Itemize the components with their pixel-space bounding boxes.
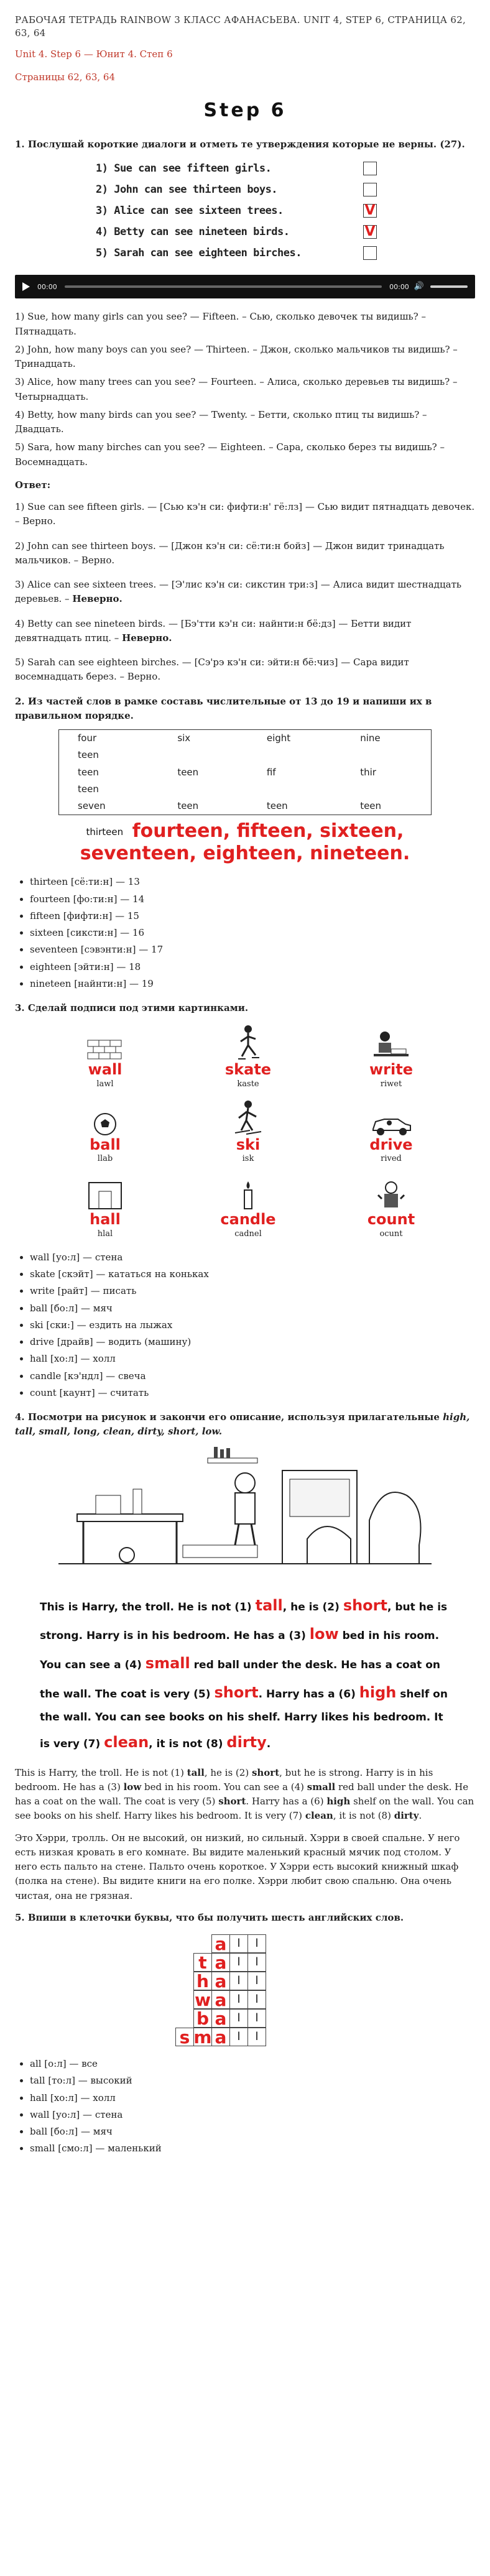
volume-icon[interactable]: 🔊 <box>414 282 424 292</box>
story-answer: small <box>145 1655 190 1673</box>
answer-verdict: Верно. <box>127 671 161 683</box>
list-item: • thirteen [сё:ти:н] — 13 <box>30 875 475 889</box>
grid-letter-l: l <box>247 1972 266 1990</box>
word-part: seven <box>78 800 106 811</box>
list-item: • all [о:л] — все <box>30 2057 475 2071</box>
grid-letter[interactable]: h <box>193 1972 212 1990</box>
ball-icon <box>46 1097 164 1137</box>
ex1-heading: 1. Послушай короткие диалоги и отметь те утверждения которые не верны. (27). <box>15 139 465 150</box>
ex5-word-list <box>15 2057 475 2156</box>
answer-line <box>15 500 475 529</box>
story-answer: dirty <box>226 1733 267 1751</box>
word-part: four <box>78 732 97 744</box>
list-item: • ball [бо:л] — мяч <box>30 1301 475 1316</box>
ex1-answers <box>15 500 475 685</box>
audio-time-total: 00:00 <box>389 282 409 291</box>
dialog-line: 1) Sue, how many girls can you see? — Fifteen. – Сью, сколько девочек ты видишь? – Пятнадцать. <box>15 311 426 337</box>
story-answer: low <box>309 1625 339 1643</box>
picture-answer: count <box>367 1211 415 1229</box>
ex2-lead-word: thirteen <box>86 826 124 838</box>
answer-text: 4) Betty can see nineteen birds. — [Бэ'тти кэ'н си: найнти:н бё:дз] — Бетти видит девятнадцать птиц. – <box>15 617 412 644</box>
picture-answer: ball <box>90 1135 121 1153</box>
picture-answer: ski <box>236 1135 261 1153</box>
ex1-row <box>96 242 475 264</box>
pages-line: Страницы 62, 63, 64 <box>15 72 116 83</box>
word-part: teen <box>177 766 199 778</box>
list-item: • eighteen [эйти:н] — 18 <box>30 960 475 974</box>
story-text: . <box>266 1737 271 1750</box>
word-part: teen <box>177 800 199 811</box>
grid-letter[interactable]: a <box>211 1953 230 1972</box>
ex1-checkbox[interactable] <box>363 183 377 196</box>
list-item: • wall [уо:л] — стена <box>30 1250 475 1265</box>
story-text: shelf on the wall. You can see books on his shelf. Harry likes his bedroom. It is very (7) <box>40 1687 448 1750</box>
word-part: nine <box>360 732 381 744</box>
picture-scrambled: riwet <box>380 1079 402 1089</box>
story-text: , he is (2) <box>282 1600 340 1613</box>
grid-letter[interactable]: a <box>211 1934 230 1953</box>
audio-seek-bar[interactable] <box>65 285 382 288</box>
word-part: teen <box>78 749 99 761</box>
word-part: teen <box>78 766 99 778</box>
ex1-statement: 1) Sue can see fifteen girls. <box>96 162 272 175</box>
picture-answer: wall <box>88 1061 122 1079</box>
list-item: • ball [бо:л] — мяч <box>30 2125 475 2139</box>
list-item: • fifteen [фифти:н] — 15 <box>30 909 475 923</box>
dialog-line: 2) John, how many boys can you see? — Thirteen. – Джон, сколько мальчиков ты видишь? – Тринадцать. <box>15 343 458 369</box>
page <box>15 0 475 2179</box>
picture-answer: skate <box>224 1061 272 1079</box>
story-answer: clean <box>104 1733 149 1751</box>
list-item: • candle [кэ'ндл] — свеча <box>30 1369 475 1383</box>
story-answer: high <box>359 1683 397 1701</box>
list-item: • wall [уо:л] — стена <box>30 2108 475 2122</box>
hall-icon <box>46 1171 164 1211</box>
count-icon <box>332 1171 450 1211</box>
wall-icon <box>46 1022 164 1061</box>
list-item: • write [райт] — писать <box>30 1284 475 1298</box>
ex4-filled-story <box>40 1591 450 1757</box>
ex1-checkbox[interactable] <box>363 162 377 175</box>
story-text: bed in his room. You can see a (4) <box>40 1630 440 1672</box>
picture-scrambled: lawl <box>96 1079 114 1089</box>
story-answer: tall <box>255 1596 283 1614</box>
grid-letter-l: l <box>229 1990 248 2009</box>
answer-line <box>15 617 475 646</box>
list-item: • small [смо:л] — маленький <box>30 2141 475 2156</box>
grid-letter-l: l <box>247 1990 266 2009</box>
answer-text: 2) John can see thirteen boys. — [Джон кэ'н си: сё:ти:н бойз] — Джон видит тринадцать мальчиков. – <box>15 540 445 566</box>
picture-card <box>189 1171 307 1240</box>
grid-letter-l: l <box>247 1934 266 1953</box>
picture-answer: drive <box>369 1135 413 1153</box>
ex1-checkbox[interactable]: V <box>363 225 377 239</box>
picture-scrambled: isk <box>242 1154 254 1164</box>
candle-icon <box>189 1171 307 1211</box>
list-item: • ski [ски:] — ездить на лыжах <box>30 1318 475 1332</box>
answer-verdict: Верно. <box>81 554 115 566</box>
ex3-word-list <box>15 1250 475 1400</box>
ex2-written-answer <box>15 820 475 865</box>
answer-text: 3) Alice can see sixteen trees. — [Э'лис кэ'н си: сикстин три:з] — Алиса видит шестнадцать деревьев. – <box>15 579 462 605</box>
picture-scrambled: llab <box>97 1154 113 1164</box>
dialog-line: 5) Sara, how many birches can you see? — Eighteen. – Сара, сколько берез ты видишь? – Восемнадцать. <box>15 441 445 468</box>
word-part: teen <box>266 800 288 811</box>
grid-letter[interactable]: a <box>211 1972 230 1990</box>
word-part: thir <box>360 766 376 778</box>
grid-letter[interactable]: m <box>193 2026 212 2047</box>
ex4-heading-words: high, tall, small, long, clean, dirty, short, low. <box>15 1411 470 1438</box>
grid-letter[interactable]: w <box>193 1990 212 2009</box>
audio-player <box>15 275 475 298</box>
ex2-answer-line-1: fourteen, fifteen, sixteen, <box>132 820 404 843</box>
picture-answer: write <box>369 1061 413 1079</box>
grid-letter-l: l <box>229 1934 248 1953</box>
picture-card <box>46 1097 164 1166</box>
answer-text: 1) Sue can see fifteen girls. — [Сью кэ'н си: фифти:н' гё:лз] — Сью видит пятнадцать девочек. – <box>15 501 475 527</box>
story-answer: short <box>343 1596 387 1614</box>
grid-letter[interactable]: a <box>211 2028 230 2046</box>
answer-text: 5) Sarah can see eighteen birches. — [Сэ'рэ кэ'н си: эйти:н бё:чиз] — Сара видит восемнадцать берез. – <box>15 657 409 683</box>
ex2-heading: 2. Из частей слов в рамке составь числительные от 13 до 19 и напиши их в правильном порядке. <box>15 695 432 721</box>
dialog-line: 3) Alice, how many trees can you see? — Fourteen. – Алиса, сколько деревьев ты видишь? – Четырнадцать. <box>15 376 458 402</box>
ex1-row <box>96 200 475 221</box>
ex1-statements <box>96 158 475 264</box>
answer-line <box>15 539 475 568</box>
ex1-statement: 3) Alice can see sixteen trees. <box>96 205 284 218</box>
answer-label: Ответ: <box>15 479 51 491</box>
story-text: , it is not (8) <box>149 1737 223 1750</box>
picture-card <box>46 1171 164 1240</box>
list-item: • hall [хо:л] — холл <box>30 2091 475 2105</box>
word-parts-box <box>58 729 432 815</box>
list-item: • drive [драйв] — водить (машину) <box>30 1335 475 1349</box>
skate-icon <box>189 1022 307 1061</box>
ex1-checkbox[interactable] <box>363 246 377 260</box>
word-part: teen <box>78 783 99 795</box>
ex1-row <box>96 221 475 242</box>
grid-row <box>158 2028 475 2047</box>
picture-card <box>46 1022 164 1091</box>
list-item: • tall [то:л] — высокий <box>30 2074 475 2088</box>
story-text: red ball under the desk. He has a coat on the wall. The coat is very (5) <box>40 1659 441 1701</box>
answer-line <box>15 655 475 685</box>
story-text: This is Harry, the troll. He is not (1) <box>40 1600 252 1613</box>
story-text: , but he is strong. Harry is in his bedroom. He has a (3) <box>40 1600 448 1643</box>
ex3-heading: 3. Сделай подписи под этими картинками. <box>15 1002 249 1013</box>
ex1-statement: 4) Betty can see nineteen birds. <box>96 226 290 239</box>
ex3-picture-grid <box>46 1022 475 1240</box>
grid-letter[interactable]: t <box>193 1953 212 1972</box>
list-item: • nineteen [найнти:н] — 19 <box>30 977 475 991</box>
grid-letter-l: l <box>229 1972 248 1990</box>
picture-card <box>332 1171 450 1240</box>
ex4-russian-paragraph: Это Хэрри, тролль. Он не высокий, он низкий, но сильный. Хэрри в своей спальне. У него есть низкая кровать в его комнате. Вы видите маленький красный мячик под столом. У него есть пальто на стене. Пальто очень короткое. У Хэрри есть высокий книжный шкаф (полка на стене). Вы видите книги на его полке. Хэрри любит свою спальню. Она очень чистая, она не грязная. <box>15 1832 460 1901</box>
ex1-statement: 5) Sarah can see eighteen birches. <box>96 247 302 260</box>
grid-letter[interactable]: a <box>211 2009 230 2028</box>
picture-scrambled: kaste <box>237 1079 259 1089</box>
grid-letter[interactable]: s <box>175 2028 194 2046</box>
list-item: • skate [скэйт] — кататься на коньках <box>30 1267 475 1281</box>
drive-icon <box>332 1097 450 1137</box>
story-answer: short <box>214 1683 259 1701</box>
list-item: • hall [хо:л] — холл <box>30 1352 475 1366</box>
answer-verdict: Неверно. <box>122 632 172 644</box>
picture-scrambled: cadnel <box>234 1229 262 1239</box>
write-icon <box>332 1022 450 1061</box>
grid-letter-l: l <box>229 2009 248 2028</box>
step-heading: Step 6 <box>203 99 287 121</box>
troll-bedroom-illustration <box>58 1446 432 1582</box>
picture-answer: candle <box>220 1211 276 1229</box>
word-part: eight <box>266 732 291 744</box>
ex1-row <box>96 179 475 200</box>
volume-slider[interactable] <box>430 285 468 288</box>
answer-verdict: Неверно. <box>72 593 122 605</box>
picture-card <box>332 1022 450 1091</box>
word-part: six <box>177 732 191 744</box>
grid-letter-l: l <box>247 2009 266 2028</box>
answer-verdict: Верно. <box>22 515 56 527</box>
word-part: fif <box>266 766 276 778</box>
ex2-number-list <box>15 875 475 991</box>
picture-card <box>332 1097 450 1166</box>
grid-letter[interactable]: a <box>211 1990 230 2009</box>
dialog-line: 4) Betty, how many birds can you see? — Twenty. – Бетти, сколько птиц ты видишь? – Двадцать. <box>15 409 427 435</box>
picture-card <box>189 1097 307 1166</box>
letter-grid <box>158 1935 475 2047</box>
grid-letter-l: l <box>247 2028 266 2046</box>
ex1-checkbox[interactable]: V <box>363 204 377 218</box>
picture-scrambled: hlal <box>97 1229 113 1239</box>
ex2-answer-line-2: seventeen, eighteen, nineteen. <box>80 843 410 865</box>
ski-icon <box>189 1097 307 1137</box>
grid-letter-l: l <box>229 1953 248 1972</box>
play-icon[interactable] <box>22 282 30 291</box>
doc-title: РАБОЧАЯ ТЕТРАДЬ RAINBOW 3 КЛАСС АФАНАСЬЕВА. UNIT 4, STEP 6, СТРАНИЦА 62, 63, 64 <box>15 14 466 39</box>
ex4-heading <box>15 1410 475 1439</box>
list-item: • fourteen [фо:ти:н] — 14 <box>30 892 475 907</box>
grid-letter-l: l <box>247 1953 266 1972</box>
ex5-heading: 5. Впиши в клеточки буквы, что бы получить шесть английских слов. <box>15 1911 404 1923</box>
grid-letter[interactable]: b <box>193 2009 212 2028</box>
ex1-statement: 2) John can see thirteen boys. <box>96 183 278 196</box>
grid-letter-l: l <box>229 2028 248 2046</box>
picture-card <box>189 1022 307 1091</box>
ex4-english-paragraph: This is Harry, the troll. He is not (1) tall, he is (2) short, but he is strong. Harry is in his bedroom. He has a (3) low bed in his room. You can see a (4) small red ball under the desk. He has a coat on the wall. The coat is very (5) short. Harry has a (6) high shelf on the wall. You can see books on his shelf. Harry likes his bedroom. It is very (7) clean, it is not (8) dirty. <box>15 1766 474 1822</box>
ex4-heading-text: 4. Посмотри на рисунок и закончи его описание, используя прилагательные <box>15 1411 443 1423</box>
ex1-row <box>96 158 475 179</box>
list-item: • seventeen [сэвэнти:н] — 17 <box>30 943 475 957</box>
answer-line <box>15 578 475 607</box>
ex1-dialogs <box>15 310 475 469</box>
picture-answer: hall <box>90 1211 121 1229</box>
list-item: • sixteen [сиксти:н] — 16 <box>30 926 475 940</box>
picture-scrambled: rived <box>381 1154 402 1164</box>
word-part: teen <box>360 800 382 811</box>
audio-time-current: 00:00 <box>37 282 57 291</box>
picture-scrambled: ocunt <box>379 1229 403 1239</box>
subtitle: Unit 4. Step 6 — Юнит 4. Степ 6 <box>15 48 173 60</box>
story-text: . Harry has a (6) <box>258 1687 356 1701</box>
list-item: • count [каунт] — считать <box>30 1386 475 1400</box>
